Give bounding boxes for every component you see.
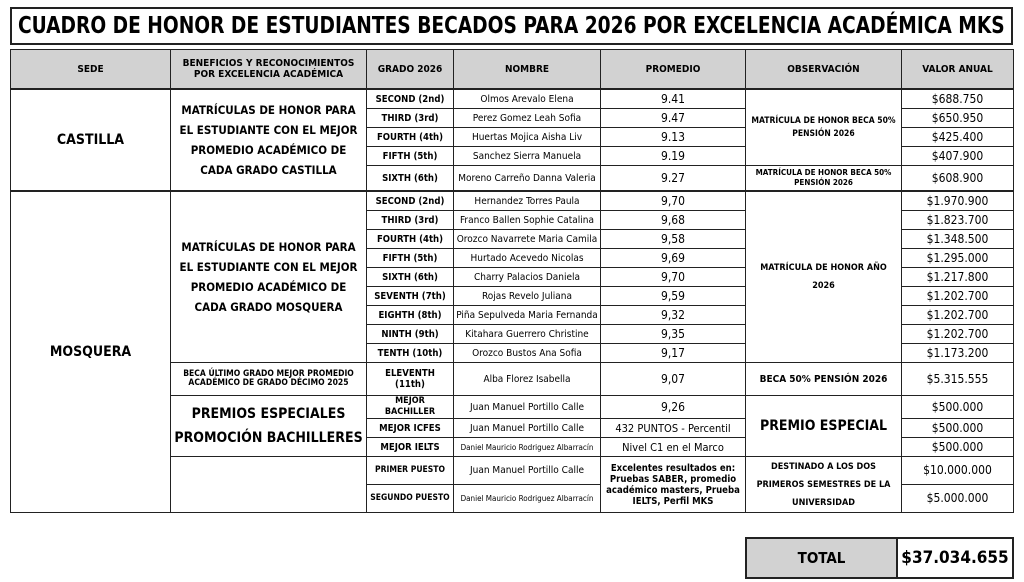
promedio-cell: 9,26 — [601, 396, 746, 419]
valor-cell: $10.000.000 — [902, 457, 1014, 485]
header-promedio: PROMEDIO — [601, 50, 746, 90]
header-observacion: OBSERVACIÓN — [746, 50, 902, 90]
grado-cell: FOURTH (4th) — [367, 230, 454, 249]
valor-cell: $5.000.000 — [902, 485, 1014, 513]
valor-cell: $688.750 — [902, 89, 1014, 109]
header-nombre: NOMBRE — [454, 50, 601, 90]
sede-mosquera: MOSQUERA — [11, 191, 171, 513]
nombre-cell: Alba Florez Isabella — [454, 363, 601, 396]
valor-cell: $500.000 — [902, 396, 1014, 419]
grado-cell: MEJOR BACHILLER — [367, 396, 454, 419]
observacion-eleventh: BECA 50% PENSIÓN 2026 — [746, 363, 902, 396]
promedio-cell: 9,69 — [601, 249, 746, 268]
nombre-cell: Charry Palacios Daniela — [454, 268, 601, 287]
promedio-cell: 9.13 — [601, 128, 746, 147]
honor-table — [10, 49, 1014, 513]
observacion-premios: PREMIO ESPECIAL — [746, 396, 902, 457]
promedio-puestos: Excelentes resultados en: Pruebas SABER, promedio académico masters, Prueba IELTS, Perfil MKS — [601, 457, 746, 513]
promedio-cell: 9.19 — [601, 147, 746, 166]
observacion-mosquera: MATRÍCULA DE HONOR AÑO 2026 — [746, 191, 902, 363]
nombre-cell: Piña Sepulveda Maria Fernanda — [454, 306, 601, 325]
grado-cell: SEVENTH (7th) — [367, 287, 454, 306]
nombre-cell: Daniel Mauricio Rodriguez Albarracín — [454, 438, 601, 457]
nombre-cell: Daniel Mauricio Rodriguez Albarracín — [454, 485, 601, 513]
sede-castilla: CASTILLA — [11, 89, 171, 191]
total-label: TOTAL — [746, 538, 897, 578]
nombre-cell: Hernandez Torres Paula — [454, 191, 601, 211]
beneficio-puestos-empty — [171, 457, 367, 513]
beneficio-castilla: MATRÍCULAS DE HONOR PARA EL ESTUDIANTE CON EL MEJOR PROMEDIO ACADÉMICO DE CADA GRADO CASTILLA — [171, 89, 367, 191]
grado-cell: SIXTH (6th) — [367, 166, 454, 192]
grado-cell: MEJOR ICFES — [367, 419, 454, 438]
beneficio-premios: PREMIOS ESPECIALES PROMOCIÓN BACHILLERES — [171, 396, 367, 457]
promedio-cell: 9.47 — [601, 109, 746, 128]
header-row — [11, 50, 1014, 90]
beneficio-eleventh: BECA ÚLTIMO GRADO MEJOR PROMEDIO ACADÉMICO DE GRADO DÉCIMO 2025 — [171, 363, 367, 396]
promedio-cell: 9.41 — [601, 89, 746, 109]
valor-cell: $1.823.700 — [902, 211, 1014, 230]
grado-cell: MEJOR IELTS — [367, 438, 454, 457]
valor-cell: $1.202.700 — [902, 306, 1014, 325]
valor-cell: $650.950 — [902, 109, 1014, 128]
promedio-cell: 9,68 — [601, 211, 746, 230]
promedio-cell: 9,07 — [601, 363, 746, 396]
nombre-cell: Huertas Mojica Aisha Liv — [454, 128, 601, 147]
valor-cell: $1.202.700 — [902, 325, 1014, 344]
promedio-cell: 9,58 — [601, 230, 746, 249]
page-title: CUADRO DE HONOR DE ESTUDIANTES BECADOS PARA 2026 POR EXCELENCIA ACADÉMICA MKS — [10, 7, 1013, 45]
grado-cell: FIFTH (5th) — [367, 147, 454, 166]
promedio-cell: 9.27 — [601, 166, 746, 192]
grado-cell: SEGUNDO PUESTO — [367, 485, 454, 513]
header-beneficios: BENEFICIOS Y RECONOCIMIENTOS POR EXCELENCIA ACADÉMICA — [171, 50, 367, 90]
beneficio-mosquera: MATRÍCULAS DE HONOR PARA EL ESTUDIANTE CON EL MEJOR PROMEDIO ACADÉMICO DE CADA GRADO MOSQUERA — [171, 191, 367, 363]
table-row — [11, 191, 1014, 211]
valor-cell: $500.000 — [902, 419, 1014, 438]
valor-cell: $1.348.500 — [902, 230, 1014, 249]
valor-cell: $1.202.700 — [902, 287, 1014, 306]
grado-cell: FOURTH (4th) — [367, 128, 454, 147]
promedio-cell: 9,70 — [601, 268, 746, 287]
grado-cell: FIFTH (5th) — [367, 249, 454, 268]
header-valor: VALOR ANUAL — [902, 50, 1014, 90]
nombre-cell: Olmos Arevalo Elena — [454, 89, 601, 109]
grado-cell: SECOND (2nd) — [367, 191, 454, 211]
valor-cell: $1.217.800 — [902, 268, 1014, 287]
valor-cell: $608.900 — [902, 166, 1014, 192]
nombre-cell: Juan Manuel Portillo Calle — [454, 419, 601, 438]
total-table — [745, 537, 1014, 579]
nombre-cell: Orozco Bustos Ana Sofia — [454, 344, 601, 363]
promedio-cell: 9,17 — [601, 344, 746, 363]
grado-cell: ELEVENTH (11th) — [367, 363, 454, 396]
promedio-cell: 9,59 — [601, 287, 746, 306]
grado-cell: TENTH (10th) — [367, 344, 454, 363]
valor-cell: $1.295.000 — [902, 249, 1014, 268]
nombre-cell: Kitahara Guerrero Christine — [454, 325, 601, 344]
promedio-cell: 9,35 — [601, 325, 746, 344]
nombre-cell: Franco Ballen Sophie Catalina — [454, 211, 601, 230]
table-row — [11, 89, 1014, 109]
nombre-cell: Juan Manuel Portillo Calle — [454, 457, 601, 485]
grado-cell: PRIMER PUESTO — [367, 457, 454, 485]
nombre-cell: Sanchez Sierra Manuela — [454, 147, 601, 166]
grado-cell: EIGHTH (8th) — [367, 306, 454, 325]
total-value: $37.034.655 — [897, 538, 1013, 578]
promedio-cell: Nivel C1 en el Marco — [601, 438, 746, 457]
nombre-cell: Rojas Revelo Juliana — [454, 287, 601, 306]
nombre-cell: Orozco Navarrete Maria Camila — [454, 230, 601, 249]
valor-cell: $425.400 — [902, 128, 1014, 147]
grado-cell: THIRD (3rd) — [367, 211, 454, 230]
valor-cell: $1.173.200 — [902, 344, 1014, 363]
header-sede: SEDE — [11, 50, 171, 90]
nombre-cell: Moreno Carreño Danna Valeria — [454, 166, 601, 192]
observacion-castilla-sixth: MATRÍCULA DE HONOR BECA 50% PENSIÓN 2026 — [746, 166, 902, 192]
observacion-puestos: DESTINADO A LOS DOS PRIMEROS SEMESTRES DE LA UNIVERSIDAD — [746, 457, 902, 513]
valor-cell: $5.315.555 — [902, 363, 1014, 396]
promedio-cell: 9,32 — [601, 306, 746, 325]
grado-cell: THIRD (3rd) — [367, 109, 454, 128]
nombre-cell: Hurtado Acevedo Nicolas — [454, 249, 601, 268]
header-grado: GRADO 2026 — [367, 50, 454, 90]
promedio-cell: 9,70 — [601, 191, 746, 211]
grado-cell: NINTH (9th) — [367, 325, 454, 344]
valor-cell: $1.970.900 — [902, 191, 1014, 211]
nombre-cell: Perez Gomez Leah Sofia — [454, 109, 601, 128]
valor-cell: $407.900 — [902, 147, 1014, 166]
nombre-cell: Juan Manuel Portillo Calle — [454, 396, 601, 419]
observacion-castilla: MATRÍCULA DE HONOR BECA 50% PENSIÓN 2026 — [746, 89, 902, 166]
promedio-cell: 432 PUNTOS - Percentil — [601, 419, 746, 438]
grado-cell: SIXTH (6th) — [367, 268, 454, 287]
valor-cell: $500.000 — [902, 438, 1014, 457]
grado-cell: SECOND (2nd) — [367, 89, 454, 109]
